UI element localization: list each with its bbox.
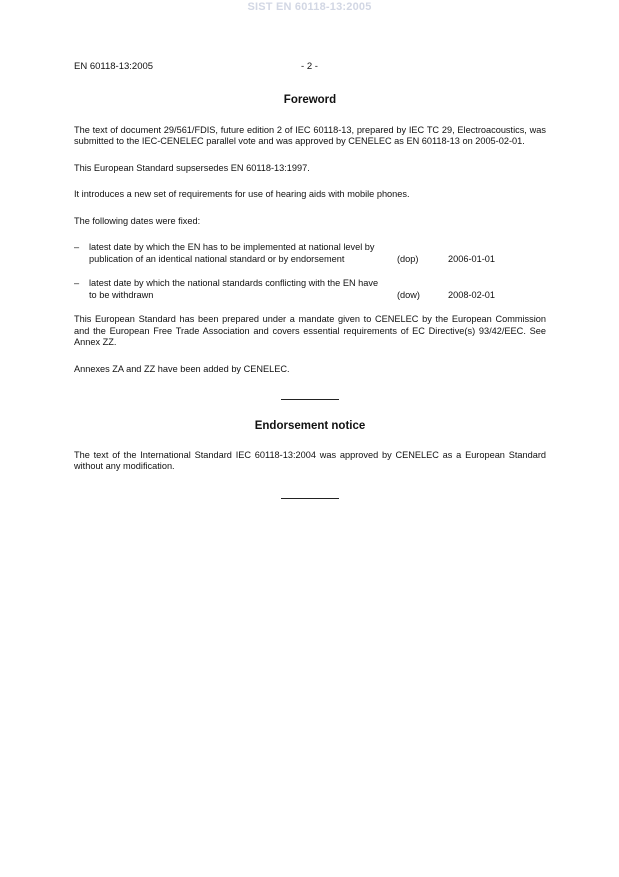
date-description: latest date by which the national standards conflicting with the EN have to be withdrawn <box>89 278 379 300</box>
foreword-paragraph-1: The text of document 29/561/FDIS, future edition 2 of IEC 60118-13, prepared by IEC TC 29, Electroacoustics, was submitted to the IEC-CENELEC parallel vote and was approved by CENELEC as EN 60118-13 on 2005-02-01. <box>74 124 546 146</box>
watermark-text: SIST EN 60118-13:2005 <box>247 1 372 13</box>
date-item-dow <box>74 278 546 301</box>
dates-list <box>74 242 546 301</box>
section-divider <box>281 399 339 400</box>
date-value: 2006-01-01 <box>448 253 495 264</box>
date-value: 2008-02-01 <box>448 289 495 300</box>
foreword-paragraph-5: This European Standard has been prepared under a mandate given to CENELEC by the European Commission and the European Free Trade Association and covers essential requirements of EC Directive(s) 93/42/EEC. See Annex ZZ. <box>74 314 546 347</box>
section-divider <box>281 498 339 499</box>
page-number: - 2 - <box>301 61 318 72</box>
document-id: EN 60118-13:2005 <box>74 61 154 72</box>
endorsement-heading: Endorsement notice <box>254 420 366 432</box>
date-description: latest date by which the EN has to be implemented at national level by publication of an identical national standard or by endorsement <box>89 242 375 264</box>
date-abbreviation: (dow) <box>397 289 420 300</box>
list-dash: – <box>74 242 80 252</box>
endorsement-paragraph: The text of the International Standard IEC 60118-13:2004 was approved by CENELEC as a European Standard without any modification. <box>74 449 546 471</box>
foreword-paragraph-6: Annexes ZA and ZZ have been added by CENELEC. <box>74 363 290 374</box>
list-dash: – <box>74 278 80 288</box>
foreword-paragraph-4: The following dates were fixed: <box>74 215 201 226</box>
date-abbreviation: (dop) <box>397 253 419 264</box>
date-item-dop <box>74 242 546 265</box>
foreword-paragraph-2: This European Standard supsersedes EN 60118-13:1997. <box>74 162 310 173</box>
foreword-paragraph-3: It introduces a new set of requirements for use of hearing aids with mobile phones. <box>74 189 410 199</box>
foreword-heading: Foreword <box>283 94 337 106</box>
page-content <box>74 95 546 499</box>
